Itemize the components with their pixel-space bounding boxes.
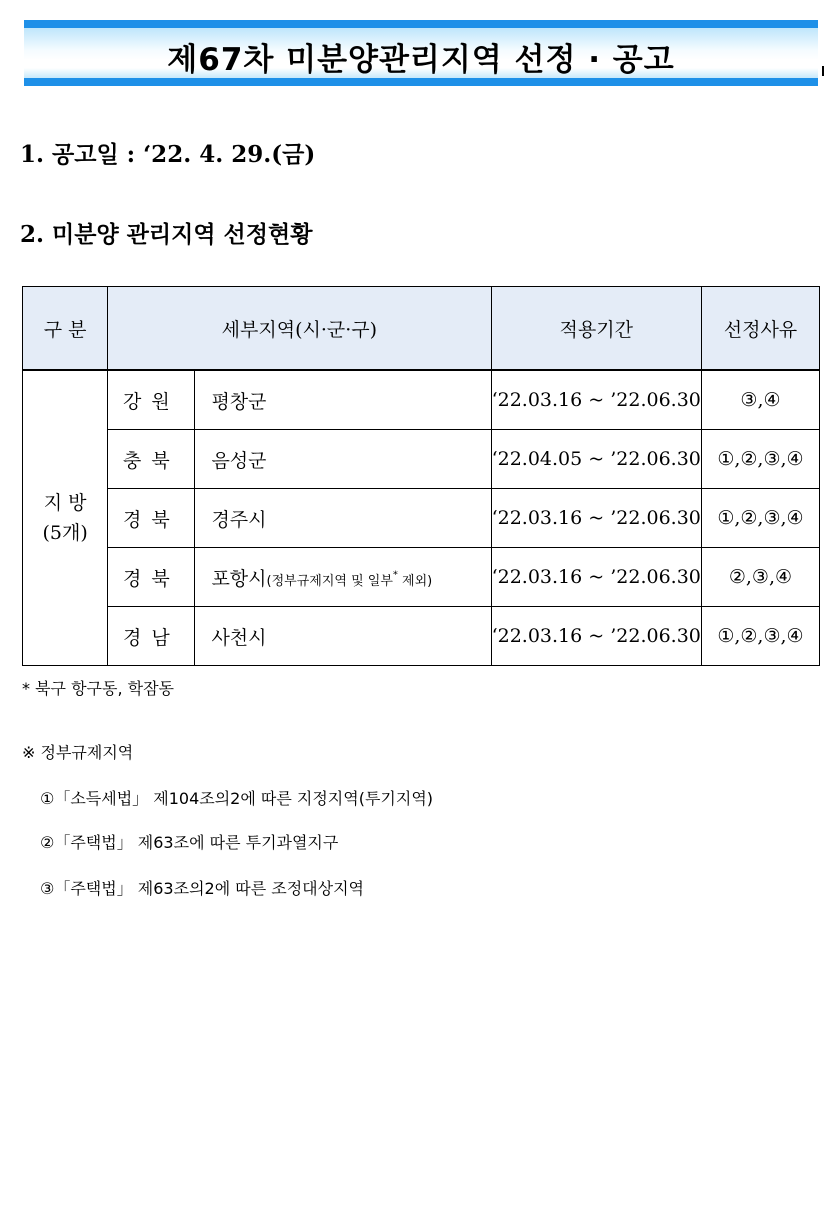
period-cell: ‘22.03.16 ~ ’22.06.30 bbox=[491, 370, 701, 430]
regulation-item-1: ①「소득세법」 제104조의2에 따른 지정지역(투기지역) bbox=[40, 789, 434, 808]
period-cell: ‘22.03.16 ~ ’22.06.30 bbox=[491, 548, 701, 607]
regulation-item-2: ②「주택법」 제63조에 따른 투기과열지구 bbox=[40, 833, 339, 852]
announcement-date-heading: 1. 공고일 : ‘22. 4. 29.(금) bbox=[20, 141, 316, 168]
header-region: 세부지역(시·군·구) bbox=[108, 287, 491, 371]
sido-cell: 강원 bbox=[108, 370, 195, 430]
corner-mark bbox=[822, 66, 824, 76]
status-heading: 2. 미분양 관리지역 선정현황 bbox=[20, 221, 313, 248]
period-cell: ‘22.03.16 ~ ’22.06.30 bbox=[491, 607, 701, 666]
sgg-name: 경주시 bbox=[211, 508, 267, 531]
sgg-exclusion-note-end: 제외) bbox=[397, 573, 433, 589]
period-cell: ‘22.04.05 ~ ’22.06.30 bbox=[491, 430, 701, 489]
sido-cell: 경남 bbox=[108, 607, 195, 666]
reason-cell: ①,②,③,④ bbox=[701, 430, 819, 489]
regulation-item-3: ③「주택법」 제63조의2에 따른 조정대상지역 bbox=[40, 879, 364, 898]
table-row bbox=[23, 430, 820, 489]
table-row bbox=[23, 370, 820, 430]
reason-cell: ②,③,④ bbox=[701, 548, 819, 607]
group-label-line1: 지 방 bbox=[43, 492, 87, 514]
group-label bbox=[23, 370, 108, 666]
designation-table bbox=[22, 286, 820, 666]
sgg-exclusion-note: (정부규제지역 및 일부 bbox=[266, 573, 393, 589]
sido-cell: 충북 bbox=[108, 430, 195, 489]
reason-cell: ①,②,③,④ bbox=[701, 607, 819, 666]
header-gubun: 구 분 bbox=[23, 287, 108, 371]
header-period: 적용기간 bbox=[491, 287, 701, 371]
group-label-line2: (5개) bbox=[42, 522, 88, 544]
sgg-cell bbox=[195, 370, 491, 430]
reason-cell: ③,④ bbox=[701, 370, 819, 430]
header-reason: 선정사유 bbox=[701, 287, 819, 371]
star-footnote: * 북구 항구동, 학잠동 bbox=[22, 679, 174, 698]
sgg-name: 평창군 bbox=[211, 390, 267, 413]
sgg-cell bbox=[195, 607, 491, 666]
sido-cell: 경북 bbox=[108, 489, 195, 548]
table-row bbox=[23, 489, 820, 548]
sido-cell: 경북 bbox=[108, 548, 195, 607]
sgg-name: 포항시 bbox=[211, 567, 267, 590]
reason-cell: ①,②,③,④ bbox=[701, 489, 819, 548]
title-banner bbox=[24, 20, 818, 86]
page-title: 제67차 미분양관리지역 선정 · 공고 bbox=[167, 42, 675, 78]
sgg-name: 음성군 bbox=[211, 449, 267, 472]
period-cell: ‘22.03.16 ~ ’22.06.30 bbox=[491, 489, 701, 548]
sgg-cell bbox=[195, 430, 491, 489]
table-row bbox=[23, 548, 820, 607]
table-row bbox=[23, 607, 820, 666]
sgg-cell bbox=[195, 548, 491, 607]
table-header-row bbox=[23, 287, 820, 371]
regulation-title: ※ 정부규제지역 bbox=[22, 743, 134, 762]
sgg-cell bbox=[195, 489, 491, 548]
footnote-marker: * bbox=[392, 569, 398, 581]
sgg-name: 사천시 bbox=[211, 626, 267, 649]
